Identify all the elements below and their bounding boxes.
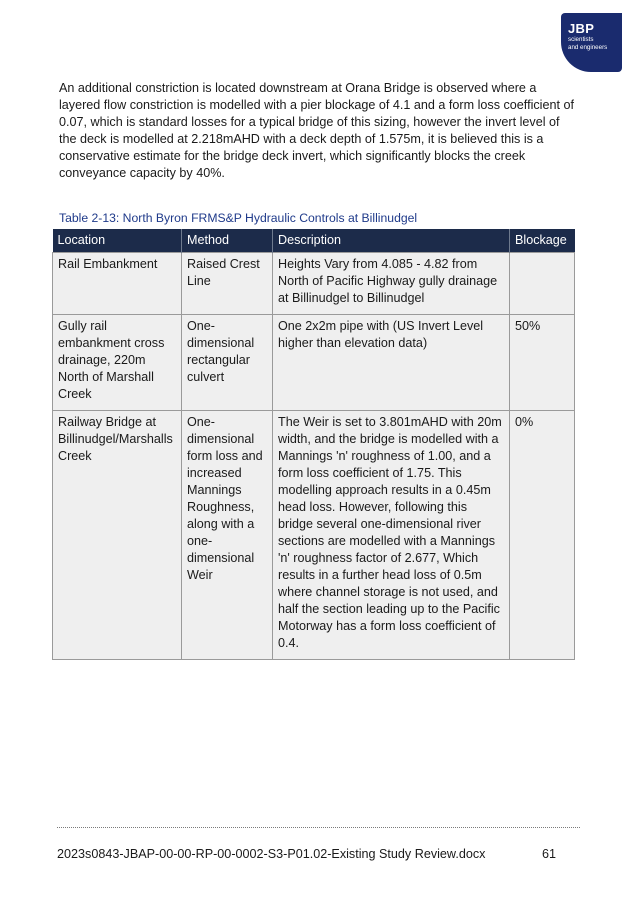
- table-caption: Table 2-13: North Byron FRMS&P Hydraulic Controls at Billinudgel: [59, 211, 418, 225]
- header-blockage: Blockage: [510, 229, 575, 253]
- cell-description: Heights Vary from 4.085 - 4.82 from North of Pacific Highway gully drainage at Billinudgel to Billinudgel: [273, 253, 510, 315]
- header-method: Method: [182, 229, 273, 253]
- cell-location: Railway Bridge at Billinudgel/Marshalls Creek: [53, 411, 182, 660]
- cell-blockage: 0%: [510, 411, 575, 660]
- header-description: Description: [273, 229, 510, 253]
- cell-location: Gully rail embankment cross drainage, 220m North of Marshall Creek: [53, 315, 182, 411]
- cell-method: One-dimensional rectangular culvert: [182, 315, 273, 411]
- header-location: Location: [53, 229, 182, 253]
- cell-method: One-dimensional form loss and increased Mannings Roughness, along with a one-dimensional Weir: [182, 411, 273, 660]
- table-row: [53, 315, 575, 411]
- logo-line-1: scientists: [568, 36, 594, 43]
- body-paragraph: An additional constriction is located downstream at Orana Bridge is observed where a layered flow constriction is modelled with a pier blockage of 4.1 and a form loss coefficient of 0.07, which is standard losses for a typical bridge of this sizing, however the invert level of the deck is modelled at 2.218mAHD with a deck depth of 1.575m, it is believed this is a conservative estimate for the bridge deck invert, which significantly blocks the creek conveyance capacity by 40%.: [59, 81, 574, 180]
- footer-page-number: 61: [542, 847, 557, 861]
- table-row: [53, 411, 575, 660]
- cell-description: The Weir is set to 3.801mAHD with 20m width, and the bridge is modelled with a Mannings 'n' roughness of 1.00, and a form loss coefficient of 1.75. This modelling approach results in a 0.45m head loss. However, following this bridge several one-dimensional river sections are modelled with a Mannings 'n' roughness factor of 2.677, Which results in a further head loss of 0.5m where channel storage is not used, and half the section leading up to the Pacific Motorway has a form loss coefficient of 0.4.: [273, 411, 510, 660]
- table-row: [53, 253, 575, 315]
- cell-location: Rail Embankment: [53, 253, 182, 315]
- footer-document-name: 2023s0843-JBAP-00-00-RP-00-0002-S3-P01.02-Existing Study Review.docx: [57, 847, 486, 861]
- cell-description: One 2x2m pipe with (US Invert Level higher than elevation data): [273, 315, 510, 411]
- table-header-row: [53, 229, 575, 253]
- cell-blockage: [510, 253, 575, 315]
- cell-blockage: 50%: [510, 315, 575, 411]
- logo-line-2: and engineers: [568, 44, 608, 51]
- footer-divider: [57, 827, 580, 828]
- company-logo: [561, 13, 622, 72]
- hydraulic-controls-table: [52, 229, 575, 660]
- cell-method: Raised Crest Line: [182, 253, 273, 315]
- logo-brand: JBP: [568, 21, 595, 36]
